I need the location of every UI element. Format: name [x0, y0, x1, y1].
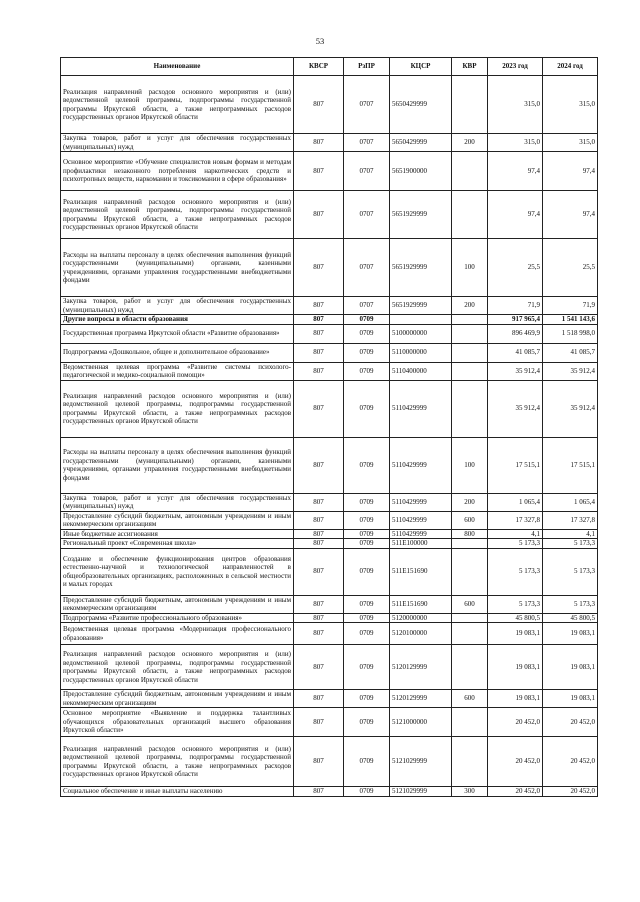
- cell-rzpr: 0709: [344, 437, 390, 493]
- cell-kvr: 100: [452, 437, 488, 493]
- cell-y2023: 97,4: [488, 191, 543, 239]
- header-kvsr: КВСР: [294, 58, 344, 76]
- cell-y2024: 4,1: [543, 529, 598, 539]
- cell-kvsr: 807: [294, 595, 344, 613]
- cell-rzpr: 0709: [344, 645, 390, 690]
- cell-kvsr: 807: [294, 511, 344, 529]
- cell-rzpr: 0709: [344, 343, 390, 362]
- cell-name: Закупка товаров, работ и услуг для обеспечения государственных (муниципальных) нужд: [61, 493, 294, 511]
- cell-y2023: 25,5: [488, 239, 543, 297]
- cell-y2023: 45 800,5: [488, 613, 543, 623]
- cell-y2024: 20 452,0: [543, 787, 598, 797]
- table-body: [61, 76, 598, 797]
- cell-kvr: [452, 191, 488, 239]
- cell-kvr: 200: [452, 134, 488, 152]
- cell-y2024: 25,5: [543, 239, 598, 297]
- header-rzpr: РзПР: [344, 58, 390, 76]
- cell-name: Социальное обеспечение и иные выплаты населению: [61, 787, 294, 797]
- cell-name: Расходы на выплаты персоналу в целях обеспечения выполнения функций государственными (муниципальными) органами, казенными учреждениями, органами управления государственными внебюджетными фондами: [61, 239, 294, 297]
- cell-rzpr: 0709: [344, 529, 390, 539]
- cell-kvsr: 807: [294, 548, 344, 595]
- cell-kvsr: 807: [294, 737, 344, 787]
- cell-kvr: 800: [452, 529, 488, 539]
- cell-kvsr: 807: [294, 539, 344, 549]
- cell-kcsr: 5120100000: [390, 623, 452, 645]
- cell-kcsr: 5100000000: [390, 324, 452, 343]
- cell-rzpr: 0707: [344, 134, 390, 152]
- table-row: [61, 380, 598, 437]
- cell-rzpr: 0709: [344, 623, 390, 645]
- cell-name: Закупка товаров, работ и услуг для обеспечения государственных (муниципальных) нужд: [61, 297, 294, 315]
- cell-kvr: [452, 623, 488, 645]
- cell-kvsr: 807: [294, 191, 344, 239]
- cell-kvr: 600: [452, 690, 488, 708]
- table-row: [61, 737, 598, 787]
- cell-name: Подпрограмма «Дошкольное, общее и дополнительное образование»: [61, 343, 294, 362]
- cell-y2024: 5 173,3: [543, 548, 598, 595]
- cell-name: Предоставление субсидий бюджетным, автономным учреждениям и иным некоммерческим организациям: [61, 511, 294, 529]
- table-row: [61, 595, 598, 613]
- cell-y2024: 20 452,0: [543, 708, 598, 737]
- cell-y2024: 35 912,4: [543, 362, 598, 380]
- cell-kvr: [452, 539, 488, 549]
- cell-y2024: 71,9: [543, 297, 598, 315]
- cell-name: Подпрограмма «Развитие профессионального образования»: [61, 613, 294, 623]
- cell-rzpr: 0709: [344, 539, 390, 549]
- cell-rzpr: 0709: [344, 613, 390, 623]
- cell-kcsr: 5651929999: [390, 297, 452, 315]
- cell-name: Реализация направлений расходов основного мероприятия и (или) ведомственной целевой программы, подпрограммы государственной программы Иркутской области, а также непрограммных расходов государственных органов Иркутской области: [61, 191, 294, 239]
- cell-y2024: 19 083,1: [543, 645, 598, 690]
- cell-y2024: 315,0: [543, 134, 598, 152]
- cell-kvsr: 807: [294, 690, 344, 708]
- table-header-row: [61, 58, 598, 76]
- cell-kcsr: 5120000000: [390, 613, 452, 623]
- cell-rzpr: 0709: [344, 511, 390, 529]
- table-row: [61, 324, 598, 343]
- table-row: [61, 548, 598, 595]
- cell-kvsr: 807: [294, 623, 344, 645]
- cell-kvr: [452, 737, 488, 787]
- cell-kvsr: 807: [294, 493, 344, 511]
- cell-kcsr: 5121000000: [390, 708, 452, 737]
- cell-kcsr: 5121029999: [390, 737, 452, 787]
- cell-name: Ведомственная целевая программа «Модернизация профессионального образования»: [61, 623, 294, 645]
- cell-y2023: 35 912,4: [488, 362, 543, 380]
- cell-kvr: [452, 76, 488, 134]
- cell-kvr: [452, 645, 488, 690]
- page-number: 53: [315, 36, 325, 46]
- cell-rzpr: 0709: [344, 787, 390, 797]
- cell-rzpr: 0707: [344, 76, 390, 134]
- cell-y2024: 19 083,1: [543, 623, 598, 645]
- cell-kcsr: 511E151690: [390, 595, 452, 613]
- cell-y2023: 5 173,3: [488, 539, 543, 549]
- cell-kvr: 200: [452, 297, 488, 315]
- cell-y2023: 17 327,8: [488, 511, 543, 529]
- cell-kvsr: 807: [294, 437, 344, 493]
- cell-kvsr: 807: [294, 239, 344, 297]
- cell-rzpr: 0707: [344, 152, 390, 191]
- cell-kcsr: 5110429999: [390, 437, 452, 493]
- cell-y2023: 41 085,7: [488, 343, 543, 362]
- cell-kvsr: 807: [294, 134, 344, 152]
- table-row: [61, 529, 598, 539]
- cell-rzpr: 0709: [344, 548, 390, 595]
- cell-y2023: 20 452,0: [488, 737, 543, 787]
- cell-rzpr: 0709: [344, 380, 390, 437]
- table-row: [61, 152, 598, 191]
- cell-y2023: 19 083,1: [488, 690, 543, 708]
- table-row: [61, 343, 598, 362]
- cell-y2023: 19 083,1: [488, 645, 543, 690]
- cell-kcsr: [390, 315, 452, 325]
- cell-kcsr: 5110429999: [390, 529, 452, 539]
- cell-kvr: [452, 343, 488, 362]
- cell-name: Создание и обеспечение функционирования центров образования естественно-научной и технологической направленностей в общеобразовательных организациях, расположенных в сельской местности и малых городах: [61, 548, 294, 595]
- header-2023: 2023 год: [488, 58, 543, 76]
- cell-name: Закупка товаров, работ и услуг для обеспечения государственных (муниципальных) нужд: [61, 134, 294, 152]
- table-row: [61, 645, 598, 690]
- table-row: [61, 437, 598, 493]
- cell-y2024: 5 173,3: [543, 539, 598, 549]
- cell-y2023: 896 469,9: [488, 324, 543, 343]
- table-row: [61, 239, 598, 297]
- cell-kcsr: 5651929999: [390, 239, 452, 297]
- table-row: [61, 315, 598, 325]
- cell-rzpr: 0709: [344, 324, 390, 343]
- cell-kcsr: 511E151690: [390, 548, 452, 595]
- table-row: [61, 134, 598, 152]
- cell-y2024: 97,4: [543, 191, 598, 239]
- cell-y2023: 4,1: [488, 529, 543, 539]
- table-row: [61, 362, 598, 380]
- cell-name: Предоставление субсидий бюджетным, автономным учреждениям и иным некоммерческим организациям: [61, 690, 294, 708]
- cell-name: Предоставление субсидий бюджетным, автономным учреждениям и иным некоммерческим организациям: [61, 595, 294, 613]
- cell-y2023: 20 452,0: [488, 708, 543, 737]
- cell-kvsr: 807: [294, 529, 344, 539]
- cell-kcsr: 511E100000: [390, 539, 452, 549]
- cell-kvr: [452, 315, 488, 325]
- cell-y2024: 45 800,5: [543, 613, 598, 623]
- cell-y2024: 17 327,8: [543, 511, 598, 529]
- table-row: [61, 690, 598, 708]
- cell-kcsr: 5110400000: [390, 362, 452, 380]
- cell-kcsr: 5651900000: [390, 152, 452, 191]
- cell-y2024: 5 173,3: [543, 595, 598, 613]
- cell-kcsr: 5120129999: [390, 645, 452, 690]
- cell-kvsr: 807: [294, 324, 344, 343]
- cell-y2023: 20 452,0: [488, 787, 543, 797]
- cell-kvsr: 807: [294, 343, 344, 362]
- cell-y2023: 5 173,3: [488, 595, 543, 613]
- cell-rzpr: 0707: [344, 239, 390, 297]
- cell-kcsr: 5120129999: [390, 690, 452, 708]
- cell-kvsr: 807: [294, 380, 344, 437]
- table-row: [61, 708, 598, 737]
- cell-rzpr: 0709: [344, 315, 390, 325]
- cell-kcsr: 5110429999: [390, 493, 452, 511]
- cell-kcsr: 5110429999: [390, 511, 452, 529]
- table-row: [61, 76, 598, 134]
- table-row: [61, 623, 598, 645]
- header-kvr: КВР: [452, 58, 488, 76]
- cell-kvr: [452, 548, 488, 595]
- cell-name: Иные бюджетные ассигнования: [61, 529, 294, 539]
- cell-y2023: 97,4: [488, 152, 543, 191]
- cell-y2023: 315,0: [488, 76, 543, 134]
- cell-kcsr: 5121029999: [390, 787, 452, 797]
- cell-kvr: [452, 324, 488, 343]
- table-row: [61, 613, 598, 623]
- cell-name: Государственная программа Иркутской области «Развитие образования»: [61, 324, 294, 343]
- cell-kcsr: 5110429999: [390, 380, 452, 437]
- cell-kvsr: 807: [294, 708, 344, 737]
- table-row: [61, 493, 598, 511]
- budget-table: [60, 57, 598, 797]
- cell-name: Расходы на выплаты персоналу в целях обеспечения выполнения функций государственными (муниципальными) органами, казенными учреждениями, органами управления государственными внебюджетными фондами: [61, 437, 294, 493]
- cell-y2023: 35 912,4: [488, 380, 543, 437]
- cell-kcsr: 5650429999: [390, 76, 452, 134]
- table-row: [61, 511, 598, 529]
- cell-y2024: 17 515,1: [543, 437, 598, 493]
- cell-y2023: 71,9: [488, 297, 543, 315]
- cell-y2024: 19 083,1: [543, 690, 598, 708]
- cell-y2023: 1 065,4: [488, 493, 543, 511]
- cell-y2024: 35 912,4: [543, 380, 598, 437]
- cell-rzpr: 0709: [344, 737, 390, 787]
- cell-kcsr: 5650429999: [390, 134, 452, 152]
- header-2024: 2024 год: [543, 58, 598, 76]
- cell-kvsr: 807: [294, 787, 344, 797]
- cell-rzpr: 0709: [344, 690, 390, 708]
- cell-rzpr: 0709: [344, 362, 390, 380]
- cell-y2023: 19 083,1: [488, 623, 543, 645]
- cell-kvsr: 807: [294, 315, 344, 325]
- table-row: [61, 787, 598, 797]
- cell-y2023: 17 515,1: [488, 437, 543, 493]
- cell-kvsr: 807: [294, 76, 344, 134]
- cell-rzpr: 0709: [344, 708, 390, 737]
- cell-kvr: 100: [452, 239, 488, 297]
- cell-rzpr: 0709: [344, 595, 390, 613]
- cell-y2024: 315,0: [543, 76, 598, 134]
- cell-kvsr: 807: [294, 362, 344, 380]
- cell-name: Другие вопросы в области образования: [61, 315, 294, 325]
- cell-y2023: 5 173,3: [488, 548, 543, 595]
- cell-kvr: 600: [452, 511, 488, 529]
- cell-kvr: [452, 380, 488, 437]
- cell-y2024: 97,4: [543, 152, 598, 191]
- cell-kcsr: 5651929999: [390, 191, 452, 239]
- cell-name: Реализация направлений расходов основного мероприятия и (или) ведомственной целевой программы, подпрограммы государственной программы Иркутской области, а также непрограммных расходов государственных органов Иркутской области: [61, 645, 294, 690]
- cell-name: Реализация направлений расходов основного мероприятия и (или) ведомственной целевой программы, подпрограммы государственной программы Иркутской области, а также непрограммных расходов государственных органов Иркутской области: [61, 76, 294, 134]
- cell-kvr: [452, 613, 488, 623]
- cell-rzpr: 0707: [344, 191, 390, 239]
- cell-kvr: [452, 362, 488, 380]
- cell-y2024: 41 085,7: [543, 343, 598, 362]
- cell-kvsr: 807: [294, 152, 344, 191]
- cell-name: Региональный проект «Современная школа»: [61, 539, 294, 549]
- cell-rzpr: 0707: [344, 297, 390, 315]
- cell-kvr: 200: [452, 493, 488, 511]
- cell-name: Ведомственная целевая программа «Развитие системы психолого-педагогической и медико-социальной помощи»: [61, 362, 294, 380]
- cell-name: Реализация направлений расходов основного мероприятия и (или) ведомственной целевой программы, подпрограммы государственной программы Иркутской области, а также непрограммных расходов государственных органов Иркутской области: [61, 380, 294, 437]
- table-row: [61, 539, 598, 549]
- cell-kvr: [452, 152, 488, 191]
- cell-name: Реализация направлений расходов основного мероприятия и (или) ведомственной целевой программы, подпрограммы государственной программы Иркутской области, а также непрограммных расходов государственных органов Иркутской области: [61, 737, 294, 787]
- cell-y2024: 1 065,4: [543, 493, 598, 511]
- cell-y2023: 315,0: [488, 134, 543, 152]
- cell-kcsr: 5110000000: [390, 343, 452, 362]
- cell-kvr: [452, 708, 488, 737]
- header-name: Наименование: [61, 58, 294, 76]
- cell-y2023: 917 965,4: [488, 315, 543, 325]
- table-row: [61, 297, 598, 315]
- cell-kvr: 600: [452, 595, 488, 613]
- cell-kvsr: 807: [294, 645, 344, 690]
- cell-y2024: 1 541 143,6: [543, 315, 598, 325]
- cell-name: Основное мероприятие «Обучение специалистов новым формам и методам профилактики незаконного потребления наркотических средств и психотропных веществ, наркомании и токсикомании в сфере образования»: [61, 152, 294, 191]
- cell-name: Основное мероприятие «Выявление и поддержка талантливых обучающихся образовательных организаций высшего образования Иркутской области»: [61, 708, 294, 737]
- cell-kvsr: 807: [294, 613, 344, 623]
- cell-y2024: 20 452,0: [543, 737, 598, 787]
- cell-kvsr: 807: [294, 297, 344, 315]
- cell-kvr: 300: [452, 787, 488, 797]
- cell-y2024: 1 518 998,0: [543, 324, 598, 343]
- table-row: [61, 191, 598, 239]
- header-kcsr: КЦСР: [390, 58, 452, 76]
- cell-rzpr: 0709: [344, 493, 390, 511]
